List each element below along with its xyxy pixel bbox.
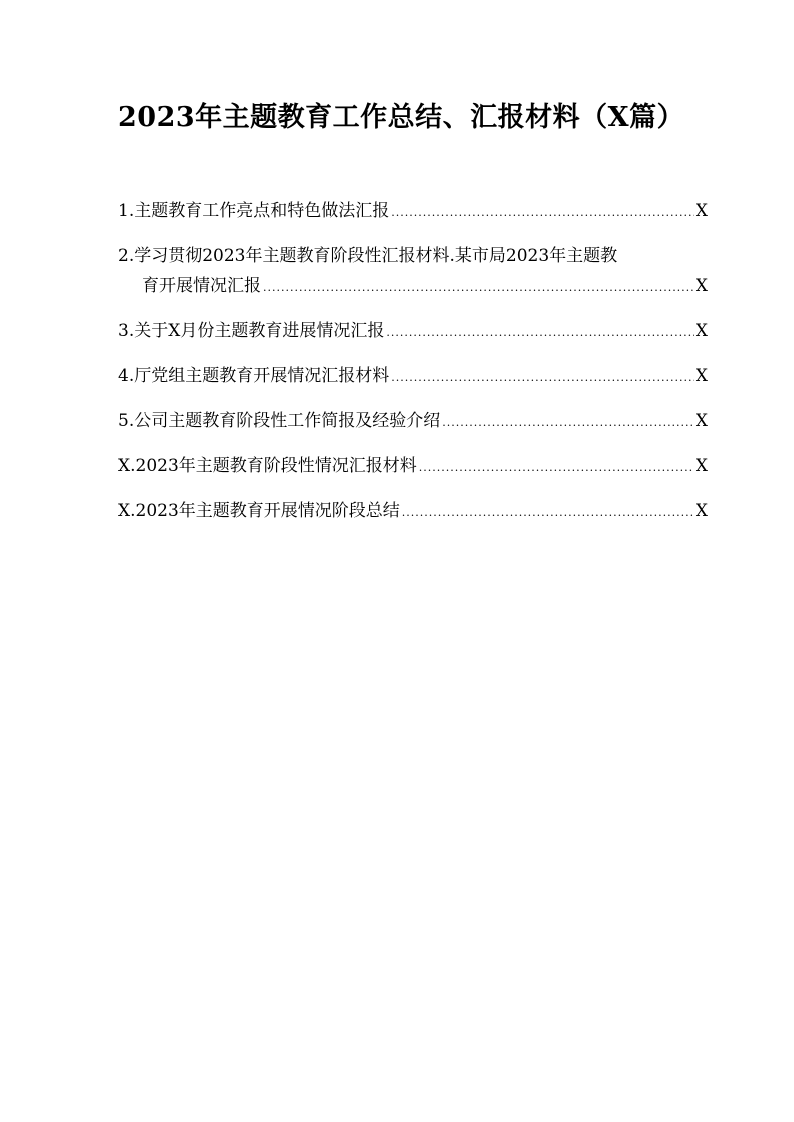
toc-entry-title: 公司主题教育阶段性工作简报及经验介绍 [134,411,441,431]
toc-dot-leader [391,198,694,228]
toc-entry-page: X [695,411,708,431]
toc-entry-title-line1: 学习贯彻2023年主题教育阶段性汇报材料.某市局2023年主题教 [134,246,618,266]
toc-entry-row [118,361,708,393]
toc-entry-number: X. [118,456,136,476]
toc-entry-number: 3. [118,321,135,341]
toc-entry-row [118,241,708,271]
table-of-contents [118,196,708,541]
toc-entry[interactable] [118,316,708,348]
toc-entry-title: 2023年主题教育开展情况阶段总结 [135,501,400,521]
toc-entry[interactable] [118,196,708,228]
toc-entry-page: X [695,201,708,221]
toc-entry-page: X [695,456,708,476]
toc-entry-number: 5. [118,411,135,431]
toc-entry[interactable] [118,241,708,303]
toc-entry-row [118,451,708,483]
toc-dot-leader [442,408,694,438]
toc-entry-number: 1. [118,201,135,221]
toc-entry[interactable] [118,406,708,438]
toc-entry-page: X [695,276,708,296]
toc-dot-leader [263,273,694,303]
toc-entry-title: 关于X月份主题教育进展情况汇报 [134,321,385,341]
toc-entry[interactable] [118,361,708,393]
toc-entry-number: 2. [118,246,135,266]
toc-entry-row [118,316,708,348]
toc-dot-leader [419,453,694,483]
toc-entry-row [118,406,708,438]
toc-entry-row [118,196,708,228]
toc-entry-number: X. [118,501,136,521]
toc-entry-row [118,496,708,528]
toc-entry-number: 4. [118,366,135,386]
toc-dot-leader [391,363,694,393]
toc-entry-title: 主题教育工作亮点和特色做法汇报 [134,201,390,221]
toc-entry-title-line2: 育开展情况汇报 [142,276,261,296]
document-title: 2023年主题教育工作总结、汇报材料（X篇） [118,102,685,133]
toc-dot-leader [402,498,694,528]
toc-entry-page: X [695,321,708,341]
toc-entry-page: X [695,501,708,521]
toc-entry[interactable] [118,496,708,528]
toc-entry-title: 2023年主题教育阶段性情况汇报材料 [135,456,417,476]
toc-entry[interactable] [118,451,708,483]
toc-entry-row-continued [118,271,708,303]
toc-entry-title: 厅党组主题教育开展情况汇报材料 [134,366,390,386]
toc-dot-leader [386,318,694,348]
toc-entry-page: X [695,366,708,386]
